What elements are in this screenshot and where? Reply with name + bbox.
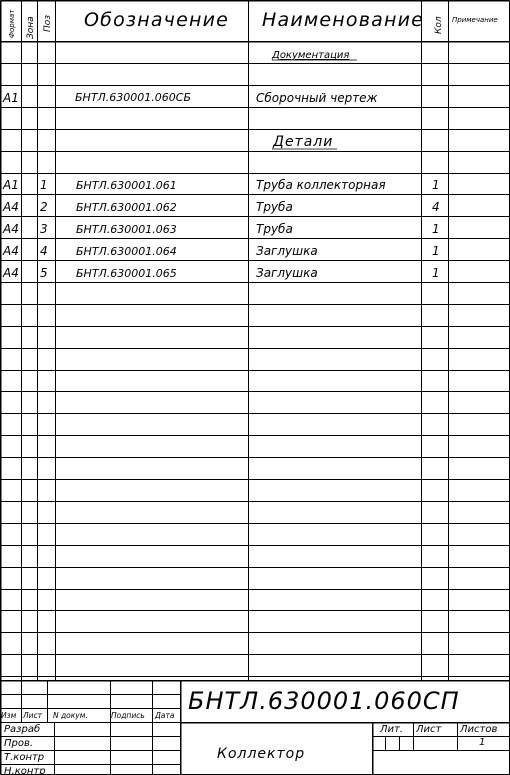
detail-row-designation: БНТЛ.630001.065 — [76, 267, 177, 280]
section-documentation: Документация — [272, 50, 350, 61]
detail-row-qty: 1 — [432, 222, 440, 236]
table-row — [2, 178, 440, 192]
doc-row-format: A1 — [3, 91, 19, 105]
doc-row-designation: БНТЛ.630001.060СБ — [75, 91, 192, 104]
title-block-col-izm: Изм — [1, 711, 17, 720]
title-block-code: БНТЛ.630001.060СП — [188, 687, 460, 715]
detail-row-designation: БНТЛ.630001.064 — [76, 245, 177, 258]
detail-row-format: A1 — [3, 178, 19, 192]
detail-rows — [2, 178, 440, 280]
header-format: Формат — [8, 9, 16, 38]
header-qty: Кол — [434, 16, 444, 34]
title-block-sheets: Листов — [460, 724, 498, 735]
title-block-name: Коллектор — [217, 746, 306, 762]
detail-row-pos: 2 — [40, 200, 48, 214]
title-block-lit: Лит. — [380, 724, 404, 735]
table-row — [2, 200, 440, 214]
title-block-col-list: Лист — [23, 711, 43, 720]
detail-row-format: A4 — [3, 200, 19, 214]
table-header — [8, 9, 498, 39]
header-note: Примечание — [452, 16, 498, 24]
detail-row-pos: 4 — [40, 244, 48, 258]
title-block-prov: Пров. — [4, 738, 34, 749]
title-block-sheets-value: 1 — [479, 737, 486, 748]
detail-row-qty: 1 — [432, 178, 440, 192]
detail-row-designation: БНТЛ.630001.063 — [76, 223, 177, 236]
doc-row-name: Сборочный чертеж — [256, 91, 378, 105]
title-block — [1, 687, 497, 775]
header-name: Наименование — [262, 9, 425, 31]
header-zone: Зона — [26, 16, 36, 39]
table-row — [2, 266, 440, 280]
detail-row-qty: 4 — [432, 200, 440, 214]
detail-row-pos: 1 — [40, 178, 48, 192]
table-row — [2, 91, 378, 105]
detail-row-qty: 1 — [432, 266, 440, 280]
title-block-nkontr: Н.контр — [4, 766, 46, 775]
title-block-razrab: Разраб — [4, 724, 41, 735]
detail-row-designation: БНТЛ.630001.061 — [76, 179, 177, 192]
detail-row-name: Труба — [256, 222, 293, 236]
detail-row-name: Заглушка — [256, 244, 318, 258]
header-designation: Обозначение — [84, 9, 230, 31]
detail-row-format: A4 — [3, 266, 19, 280]
title-block-col-docnum: N докум. — [53, 711, 88, 720]
section-details: Детали — [273, 134, 334, 150]
header-pos: Поз — [43, 14, 53, 32]
detail-row-pos: 3 — [40, 222, 48, 236]
detail-row-format: A4 — [3, 222, 19, 236]
title-block-col-sign: Подпись — [111, 711, 145, 720]
title-block-tkontr: Т.контр — [4, 752, 45, 763]
table-row — [2, 244, 440, 258]
detail-row-designation: БНТЛ.630001.062 — [76, 201, 177, 214]
title-block-sheet: Лист — [416, 724, 442, 735]
detail-row-format: A4 — [3, 244, 19, 258]
detail-row-name: Заглушка — [256, 266, 318, 280]
title-block-col-date: Дата — [155, 711, 175, 720]
detail-row-qty: 1 — [432, 244, 440, 258]
detail-row-pos: 5 — [40, 266, 48, 280]
table-row — [2, 222, 440, 236]
detail-row-name: Труба коллекторная — [256, 178, 386, 192]
detail-row-name: Труба — [256, 200, 293, 214]
